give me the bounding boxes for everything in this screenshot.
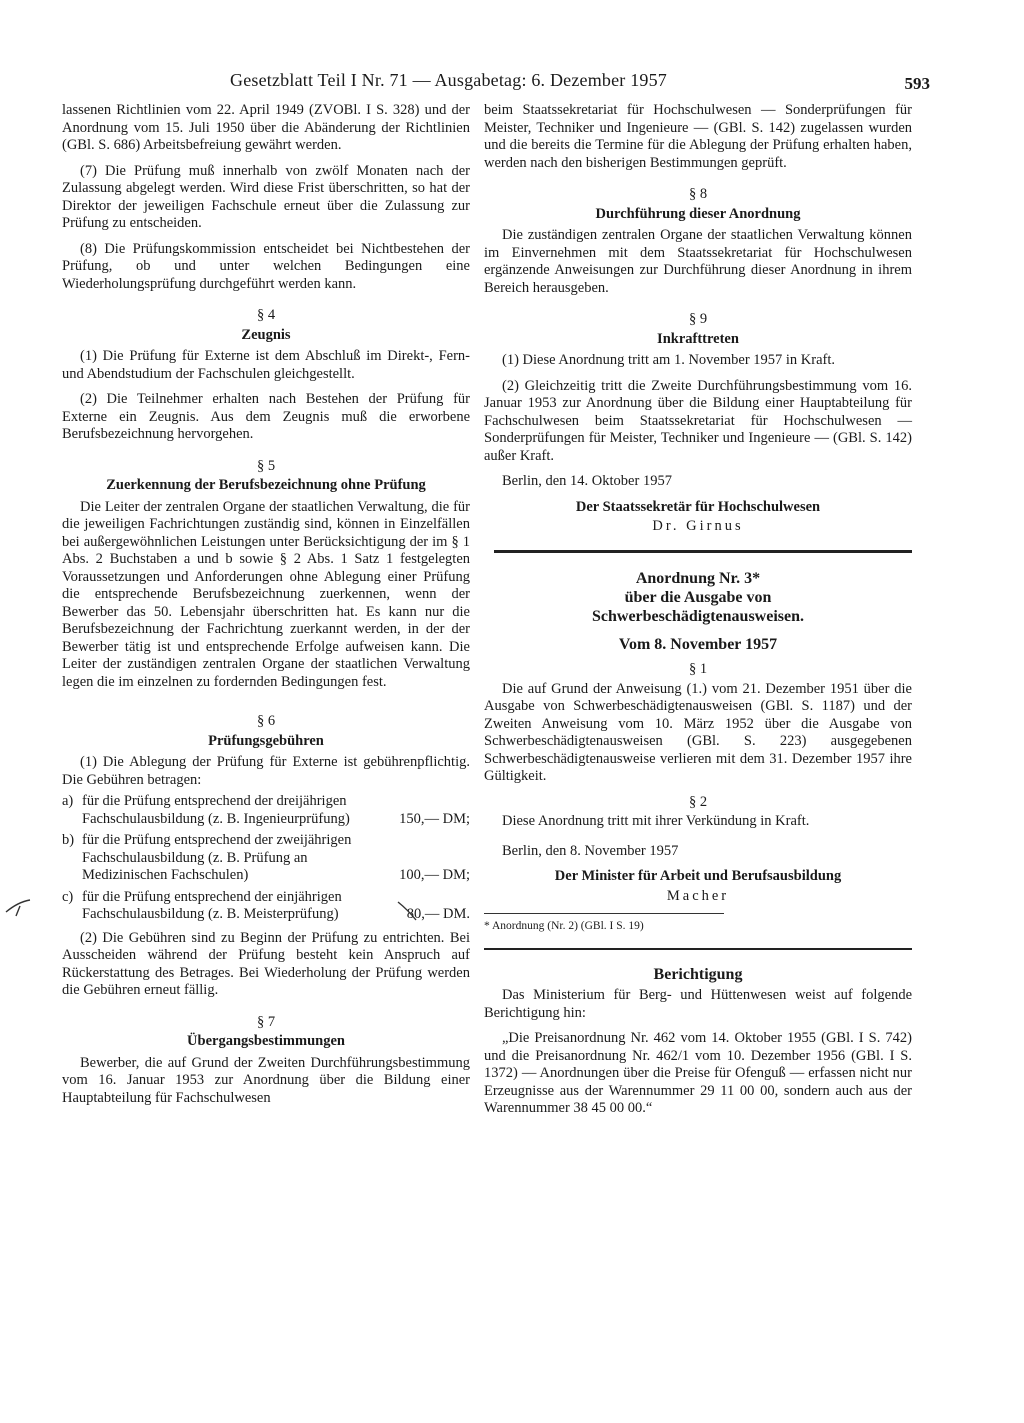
- place-date: Berlin, den 14. Oktober 1957: [502, 473, 672, 489]
- section-4-paragraph-2: (2) Die Teilnehmer erhalten nach Bestehen der Prüfung für Externe ein Zeugnis. Aus dem Zeugnis muß die erworbene Berufsbezeichnung hervorgehen.: [62, 391, 470, 442]
- fee-text: für die Prüfung entsprechend der dreijährigen Fachschulausbildung (z. B. Ingenieurprüfung): [82, 793, 350, 827]
- fee-amount: 80,— DM.: [406, 906, 470, 922]
- ordinance-section-2-sign: § 2: [688, 793, 708, 810]
- header-title: Gesetzblatt Teil I Nr. 71 — Ausgabetag: 6. Dezember 1957: [230, 70, 667, 90]
- paragraph-8: (8) Die Prüfungskommission entscheidet bei Nichtbestehen der Prüfung, ob und unter welchen Bedingungen eine Wiederholungsprüfung durchgeführt werden kann.: [62, 240, 470, 292]
- fee-label: a): [62, 793, 74, 809]
- right-column: [484, 102, 912, 1126]
- section-5-paragraph: Die Leiter der zentralen Organe der staatlichen Verwaltung, die für die jeweiligen Fachrichtungen zuständig sind, können in Einzelfällen bei außergewöhnlichen Leistungen unter Berücksichtigung der im § 1 Abs. 2 Buchstaben a und b sowie § 2 Abs. 1 Satz 1 festgelegten Voraussetzungen und Anforderungen ohne Ablegung einer Prüfung die entsprechende Berufsbezeichnung zuerkennen, wenn der Bewerber das 50. Lebensjahr überschritten hat. Es kann nur die Berufsbezeichnung der Fachrichtung zuerkannt werden, in der der Bewerber tätig ist und entsprechende Erfolge aufweisen kann. Die Leiter der zuständigen zentralen Organe der staatlichen Verwaltung legen die im einzelnen zu fordernden Bedingungen fest.: [62, 498, 470, 690]
- fee-amount: 100,— DM;: [399, 867, 470, 883]
- section-4-paragraph-1: (1) Die Prüfung für Externe ist dem Abschluß im Direkt-, Fern- und Abendstudium der Fachschulen gleichgestellt.: [62, 348, 470, 382]
- fee-text: für die Prüfung entsprechend der einjährigen Fachschulausbildung (z. B. Meisterprüfung): [82, 888, 342, 922]
- ordinance-section-2-paragraph: Diese Anordnung tritt mit ihrer Verkündung in Kraft.: [502, 813, 810, 829]
- pen-mark-icon: [4, 898, 34, 918]
- section-divider: [494, 550, 912, 553]
- footnote: * Anordnung (Nr. 2) (GBl. I S. 19): [484, 920, 644, 932]
- pen-mark-icon: [396, 900, 422, 922]
- section-4-title: Zeugnis: [241, 326, 291, 343]
- fee-amount: 150,— DM;: [399, 810, 470, 827]
- fee-item: [62, 832, 470, 885]
- section-7-sign: § 7: [256, 1013, 276, 1030]
- section-5-title: Zuerkennung der Berufsbezeichnung ohne Prüfung: [106, 477, 426, 493]
- ordinance-date: Vom 8. November 1957: [618, 635, 778, 653]
- section-4-sign: § 4: [256, 307, 276, 323]
- correction-title: Berichtigung: [653, 965, 743, 983]
- section-9-sign: § 9: [688, 311, 708, 327]
- section-7-paragraph: Bewerber, die auf Grund der Zweiten Durchführungsbestimmung vom 16. Januar 1953 zur Anordnung über die Bildung einer Hauptabteilung für Fachschulwesen: [62, 1054, 470, 1106]
- left-column: [62, 102, 470, 1115]
- section-8-paragraph: Die zuständigen zentralen Organe der staatlichen Verwaltung können im Einvernehmen mit dem Staatssekretariat für Hochschulwesen ergänzende Anweisungen zur Durchführung dieser Anordnung in ihrem Bereich herausgeben.: [484, 227, 912, 296]
- fee-text: für die Prüfung entsprechend der zweijährigen Fachschulausbildung (z. B. Prüfung an Medizinischen Fachschulen): [82, 832, 352, 883]
- section-7-title: Übergangsbestimmungen: [187, 1033, 345, 1049]
- section-8-sign: § 8: [688, 186, 708, 202]
- section-6-title: Prüfungsgebühren: [208, 732, 324, 749]
- section-9-paragraph-1: (1) Diese Anordnung tritt am 1. November 1957 in Kraft.: [502, 352, 836, 368]
- fee-label: c): [62, 888, 74, 905]
- fee-label: b): [62, 832, 75, 848]
- signer-title: Der Staatssekretär für Hochschulwesen: [575, 498, 821, 515]
- section-5-sign: § 5: [256, 457, 276, 474]
- ordinance-section-1-sign: § 1: [688, 661, 708, 677]
- paragraph-7: (7) Die Prüfung muß innerhalb von zwölf Monaten nach der Zulassung abgelegt werden. Wird diese Frist überschritten, so hat der Direktor der jeweiligen Fachschule erneut über die Zulassung zur Prüfung zu entscheiden.: [62, 162, 470, 231]
- ordinance-signer-name: Macher: [666, 887, 730, 904]
- signer-name: Dr. Girnus: [652, 518, 744, 534]
- footnote-rule: [484, 913, 724, 914]
- section-6-paragraph-1: (1) Die Ablegung der Prüfung für Externe ist gebührenpflichtig. Die Gebühren betragen:: [62, 754, 470, 788]
- section-8-title: Durchführung dieser Anordnung: [595, 205, 801, 222]
- ordinance-title: Anordnung Nr. 3*: [635, 569, 761, 587]
- section-divider: [484, 948, 912, 950]
- ordinance-signer-title: Der Minister für Arbeit und Berufsausbildung: [554, 868, 842, 884]
- section-6-paragraph-2: (2) Die Gebühren sind zu Beginn der Prüfung zu entrichten. Bei Ausscheiden während der Prüfung besteht kein Anspruch auf Rückerstattung des Betrages. Bei Wiederholung der Prüfung werden die Gebühren erneut fällig.: [62, 929, 470, 998]
- ordinance-subtitle: über die Ausgabe von Schwerbeschädigtenausweisen.: [591, 588, 804, 625]
- page-header: [60, 70, 930, 98]
- section-9-title: Inkrafttreten: [657, 330, 739, 347]
- section-9-paragraph-2: (2) Gleichzeitig tritt die Zweite Durchführungsbestimmung vom 16. Januar 1953 zur Anordnung über die Bildung einer Hauptabteilung für Fachschulwesen beim Staatssekretariat für Hochschulwesen — Sonderprüfungen für Meister, Techniker und Ingenieure — (GBl. S. 142) außer Kraft.: [484, 377, 912, 464]
- paragraph-continuation: lassenen Richtlinien vom 22. April 1949 (ZVOBl. I S. 328) und der Anordnung vom 15. Juli 1950 über die Abänderung der Richtlinien (GBl. S. 686) Arbeitsbefreiung gewährt werden.: [62, 102, 470, 153]
- correction-paragraph-1: Das Ministerium für Berg- und Hüttenwesen weist auf folgende Berichtigung hin:: [484, 987, 912, 1021]
- ordinance-place-date: Berlin, den 8. November 1957: [502, 842, 679, 859]
- section-6-sign: § 6: [256, 713, 276, 729]
- ordinance-section-1-paragraph: Die auf Grund der Anweisung (1.) vom 21. Dezember 1951 über die Ausgabe von Schwerbeschädigtenausweisen (GBl. S. 1187) und der Zweiten Anweisung vom 10. März 1952 über die Ausgabe von Schwerbeschädigtenausweisen (GBl. S. 223) ausgegebenen Schwerbeschädigtenausweise verlieren mit dem 31. Dezember 1957 ihre Gültigkeit.: [484, 680, 912, 784]
- page-number: 593: [904, 74, 930, 93]
- paragraph-continuation: beim Staatssekretariat für Hochschulwesen — Sonderprüfungen für Meister, Techniker und Ingenieure — (GBl. S. 142) zugelassen wurden und die bereits die Termine für die Ablegung der Prüfung erhalten haben, werden nach den bisherigen Bestimmungen geprüft.: [484, 102, 912, 171]
- correction-paragraph-2: „Die Preisanordnung Nr. 462 vom 14. Oktober 1955 (GBl. I S. 742) und die Preisanordnung Nr. 462/1 vom 10. Dezember 1956 (GBl. I S. 1372) — Anordnungen über die Preise für Ofenguß — erfassen nicht nur Erzeugnisse aus der Warennummer 29 11 00 00, sondern auch aus der Warennummer 38 45 00 00.“: [484, 1030, 912, 1116]
- fee-item: [62, 793, 470, 828]
